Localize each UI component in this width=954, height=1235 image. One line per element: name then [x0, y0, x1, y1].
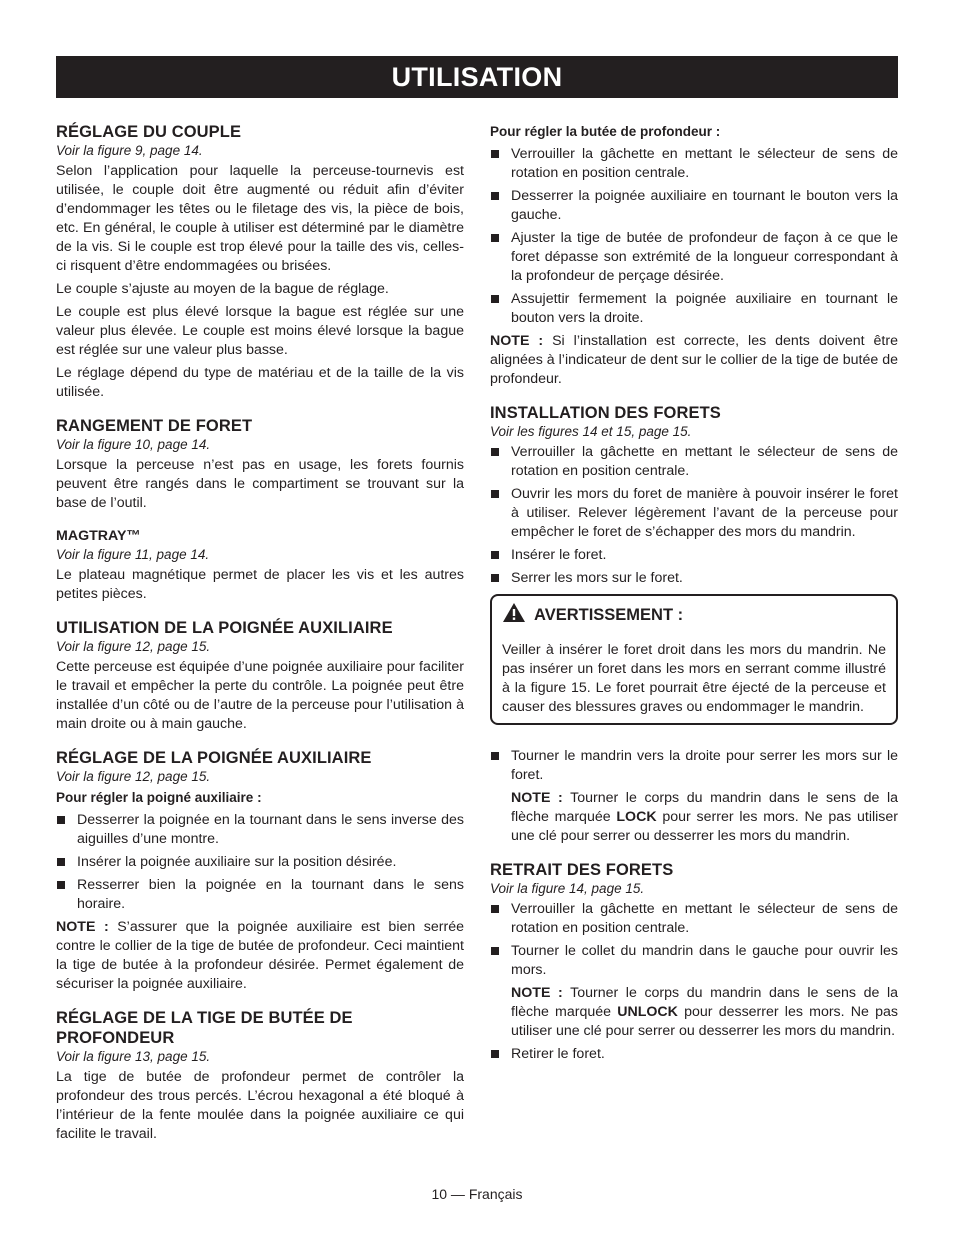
note-keyword: UNLOCK: [617, 1004, 678, 1020]
warning-header: [502, 602, 886, 629]
paragraph: La tige de butée de profondeur permet de contrôler la profondeur des trous percés. L’écrou hexagonal a été bloqué à l’intérieur de la fente moulée dans la poignée auxiliaire ce qui facilite le travail.: [56, 1069, 464, 1142]
section-title-poignee-utilisation: UTILISATION DE LA POIGNÉE AUXILIAIRE: [56, 619, 393, 637]
note-text: pour serrer les mors. Ne pas utiliser une clé pour serrer ou desserrer les mors du mandrin.: [511, 809, 898, 844]
note: [490, 789, 898, 846]
note: [490, 332, 898, 389]
note-label: NOTE :: [56, 919, 109, 935]
title-line: PROFONDEUR: [56, 1029, 175, 1047]
note-label: NOTE :: [511, 790, 563, 806]
bullet-item: Verrouiller la gâchette en mettant le sélecteur de sens de rotation en position centrale.: [490, 900, 898, 938]
paragraph: Le couple s’ajuste au moyen de la bague de réglage.: [56, 281, 389, 297]
page-footer: 10 — Français: [431, 1186, 523, 1202]
bullet-item: Ouvrir les mors du foret de manière à pouvoir insérer le foret à utiliser. Relever légèrement l’avant de la perceuse pour empêcher le foret de s’échapper des mors du mandrin.: [490, 485, 898, 542]
paragraph: Selon l’application pour laquelle la perceuse-tournevis est utilisée, le couple doit être augmenté ou réduit afin d’éviter d’endommager les têtes ou le filetage des vis, la pièce de bois, etc. En général, le couple à utiliser est déterminé par le diamètre de la vis. Si le couple est trop élevé pour la taille des vis, celles-ci risquent d’être endommagées ou brisées.: [56, 163, 464, 274]
warning-text: Veiller à insérer le foret droit dans les mors du mandrin. Ne pas insérer un foret dans les mors en serrant comme illustré à la figure 15. Le foret pourrait être éjecté de la perceuse et causer des blessures graves ou endommager le mandrin.: [502, 642, 886, 715]
bullet-item: Insérer la poignée auxiliaire sur la position désirée.: [56, 853, 464, 872]
bullet-item: Desserrer la poignée en la tournant dans le sens inverse des aiguilles d’une montre.: [56, 811, 464, 849]
section-title-couple: RÉGLAGE DU COUPLE: [56, 123, 242, 141]
paragraph: Le réglage dépend du type de matériau et de la taille de la vis utilisée.: [56, 365, 464, 400]
note-label: NOTE :: [511, 985, 563, 1001]
paragraph: Cette perceuse est équipée d’une poignée auxiliaire pour faciliter le travail et empêcher la perte du contrôle. La poignée peut être installée d’un côté ou de l’autre de la perceuse pour l’utilisation à main droite ou à main gauche.: [56, 659, 464, 732]
bullet-item: Verrouiller la gâchette en mettant le sélecteur de sens de rotation en position centrale.: [490, 443, 898, 481]
figure-reference: Voir la figure 11, page 14.: [56, 547, 210, 562]
section-title-poignee-reglage: RÉGLAGE DE LA POIGNÉE AUXILIAIRE: [56, 749, 372, 767]
figure-reference: Voir la figure 12, page 15.: [56, 639, 211, 654]
paragraph: Lorsque la perceuse n’est pas en usage, les forets fournis peuvent être rangés dans le compartiment se trouvant sur la base de l’outil.: [56, 457, 464, 511]
note-text: Tourner le corps du mandrin dans le sens de la flèche marquée: [511, 985, 899, 1020]
paragraph: Le couple est plus élevé lorsque la bague est réglée sur une valeur plus élevée. Le couple est moins élevé lorsque la bague est réglée sur une valeur plus basse.: [56, 304, 464, 358]
section-title-rangement: RANGEMENT DE FORET: [56, 417, 253, 435]
page-banner-title: UTILISATION: [56, 56, 898, 98]
bullet-item: Serrer les mors sur le foret.: [490, 569, 898, 588]
bullet-item: Retirer le foret.: [490, 1045, 898, 1064]
bullet-item: Desserrer la poignée auxiliaire en tournant le bouton vers la gauche.: [490, 187, 898, 225]
note-text: pour desserrer les mors. Ne pas utiliser une clé pour serrer ou desserrer les mors du mandrin.: [511, 1004, 898, 1039]
figure-reference: Voir la figure 14, page 15.: [490, 881, 645, 896]
figure-reference: Voir la figure 10, page 14.: [56, 437, 211, 452]
figure-reference: Voir les figures 14 et 15, page 15.: [490, 424, 692, 439]
bullet-item: Assujettir fermement la poignée auxiliaire en tournant le bouton vers la droite.: [490, 290, 898, 328]
warning-title: AVERTISSEMENT :: [534, 606, 684, 624]
paragraph: Le plateau magnétique permet de placer les vis et les autres petites pièces.: [56, 567, 464, 602]
section-title-magtray: MAGTRAY™: [56, 528, 141, 544]
figure-reference: Voir la figure 12, page 15.: [56, 769, 211, 784]
section-title-installation: INSTALLATION DES FORETS: [490, 404, 721, 422]
section-title-retrait: RETRAIT DES FORETS: [490, 861, 674, 879]
bullet-item: Insérer le foret.: [490, 546, 898, 565]
note: [490, 984, 898, 1041]
figure-reference: Voir la figure 9, page 14.: [56, 143, 203, 158]
title-line: RÉGLAGE DE LA TIGE DE BUTÉE DE: [56, 1009, 353, 1027]
warning-box: [490, 594, 898, 725]
bullet-item: Verrouiller la gâchette en mettant le sélecteur de sens de rotation en position centrale.: [490, 145, 898, 183]
bullet-item: Ajuster la tige de butée de profondeur de façon à ce que le foret dépasse son extrémité de la longueur correspondant à la profondeur de perçage désirée.: [490, 229, 898, 286]
figure-reference: Voir la figure 13, page 15.: [56, 1049, 211, 1064]
bullet-item: Resserrer bien la poignée en la tournant dans le sens horaire.: [56, 876, 464, 914]
warning-triangle-icon: [502, 602, 526, 629]
right-column: [490, 122, 898, 1068]
section-title-tige-butee: [56, 1008, 464, 1048]
bullet-item: Tourner le mandrin vers la droite pour serrer les mors sur le foret.: [490, 747, 898, 785]
note-keyword: LOCK: [616, 809, 657, 825]
procedure-subheading: Pour régler la butée de profondeur :: [490, 124, 721, 139]
note: [56, 918, 464, 994]
note-text: Tourner le corps du mandrin dans le sens de la flèche marquée: [511, 790, 899, 825]
note-text: S’assurer que la poignée auxiliaire est bien serrée contre le collier de la tige de butée de profondeur. Ceci maintient la tige de butée à la profondeur désirée. Permet également de sécuriser la poignée auxiliaire.: [56, 919, 464, 992]
procedure-subheading: Pour régler la poigné auxiliaire :: [56, 790, 262, 805]
left-column: [56, 122, 464, 1148]
note-label: NOTE :: [490, 333, 544, 349]
note-text: Si l’installation est correcte, les dents doivent être alignées à l’indicateur de dent sur le collier de la tige de butée de profondeur.: [490, 333, 898, 387]
bullet-item: Tourner le collet du mandrin dans le gauche pour ouvrir les mors.: [490, 942, 898, 980]
